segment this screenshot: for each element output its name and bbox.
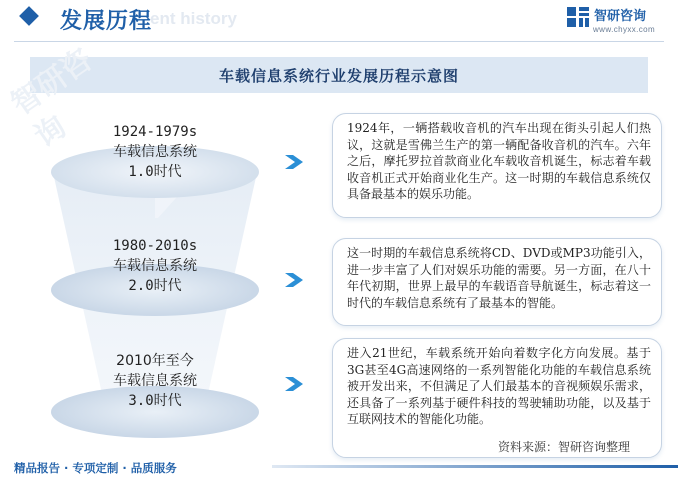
stage-2-name: 车载信息系统 <box>113 258 197 274</box>
stage-1-name: 车载信息系统 <box>113 144 197 160</box>
page-footer <box>0 453 678 480</box>
stage-1-card <box>332 113 662 218</box>
stage-3-arrow-icon <box>285 375 305 393</box>
stage-1-period: 1924-1979s <box>112 124 198 140</box>
stage-3-name: 车载信息系统 <box>113 373 197 389</box>
stage-2-label <box>55 236 255 296</box>
banner-title: 车载信息系统行业发展历程示意图 <box>218 67 459 85</box>
stage-1-version: 1.0时代 <box>128 164 182 180</box>
stage-2-description: 这一时期的车载信息系统将CD、DVD或MP3功能引入，进一步丰富了人们对娱乐功能的需要。另一方面，在八十年代初期，世界上最早的车载语音导航诞生，标志着这一时代的车载信息系统有了最基本的智能。 <box>347 246 651 310</box>
stage-3-description: 进入21世纪，车载系统开始向着数字化方向发展。基于3G甚至4G高速网络的一系列智能化功能的车载信息系统被开发出来，不但满足了人们最基本的音视频娱乐需求，还具备了一系列基于硬件科技的驾驶辅助功能，以及基于互联网技术的智能化功能。 <box>347 346 651 426</box>
stage-1-label <box>55 122 255 182</box>
footer-tagline: 精品报告 · 专项定制 · 品质服务 <box>14 461 177 475</box>
watermark-text: 智研咨询 <box>5 42 99 156</box>
brand-url: www.chyxx.com <box>593 25 656 34</box>
stage-2-version: 2.0时代 <box>128 278 182 294</box>
stage-2-arrow-icon <box>285 271 305 289</box>
stage-3-period: 2010年至今 <box>116 353 194 369</box>
header-subtitle: ent history <box>150 9 237 28</box>
stage-2-period: 1980-2010s <box>112 238 198 254</box>
stage-3-label <box>55 351 255 411</box>
source-note: 资料来源：智研咨询整理 <box>498 440 631 454</box>
brand-name: 智研咨询 <box>594 9 647 24</box>
stage-2-card <box>332 238 662 326</box>
page-title: 发展历程 <box>60 8 153 34</box>
stage-1-description: 1924年，一辆搭载收音机的汽车出现在街头引起人们热议，这就是雪佛兰生产的第一辆配备收音机的汽车。六年之后，摩托罗拉首款商业化车载收音机诞生，标志着车载收音机正式开始商业化生产。这一时期的车载信息系统仅具备最基本的娱乐功能。 <box>347 121 651 201</box>
footer-gradient-bar <box>272 465 678 468</box>
stage-3-version: 3.0时代 <box>128 393 182 409</box>
stage-1-arrow-icon <box>285 153 305 171</box>
